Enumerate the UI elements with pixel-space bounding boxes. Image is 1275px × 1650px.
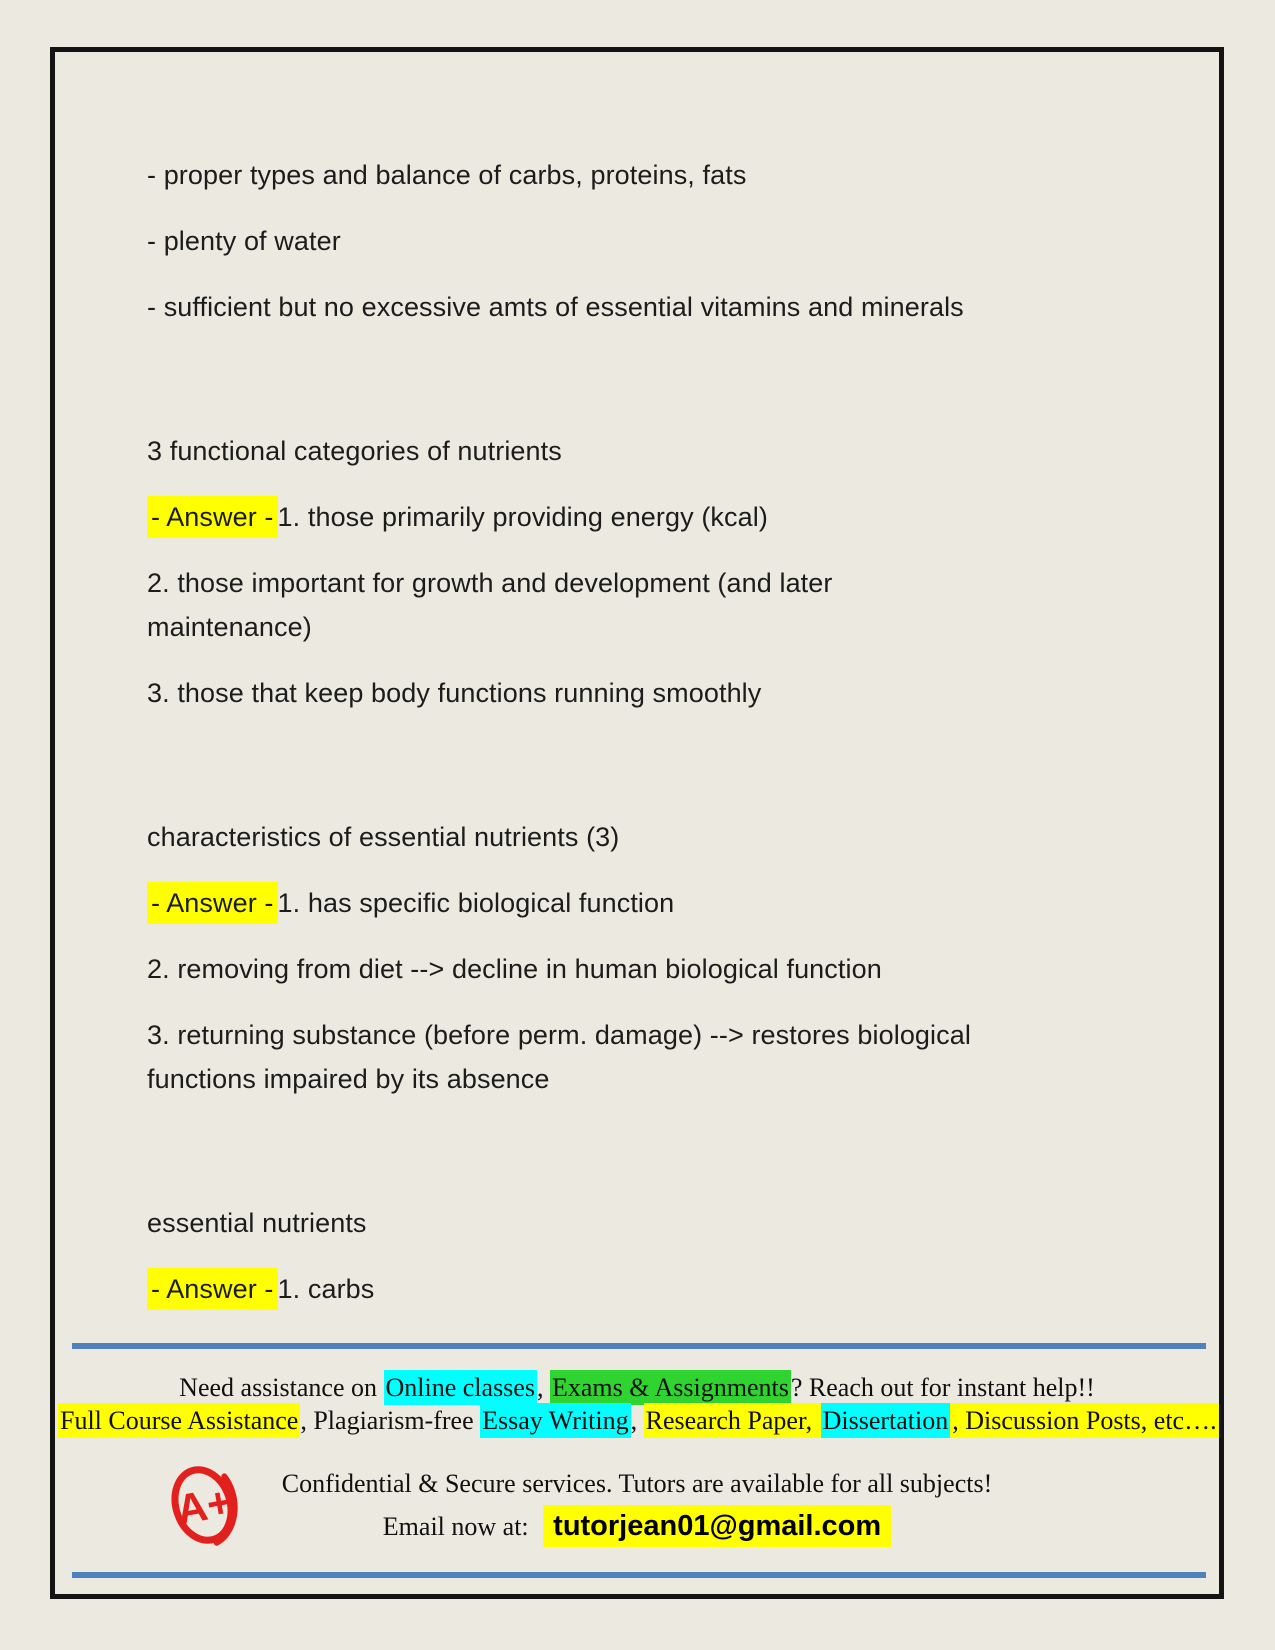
footer-line2 [58, 1404, 1216, 1437]
text-segment: , [536, 1373, 550, 1402]
text-segment: 1. has specific biological function [277, 888, 675, 918]
paragraph [147, 429, 1157, 473]
text-line [147, 153, 1157, 197]
footer-separator-top [72, 1343, 1206, 1349]
text-segment: 2. those important for growth and development (and later [147, 568, 833, 598]
email-line [58, 1506, 1216, 1547]
text-segment: Need assistance on [179, 1373, 384, 1402]
document-body [147, 153, 1157, 1311]
paragraph [147, 561, 1157, 649]
paragraph [147, 495, 1157, 539]
text-segment: , [630, 1406, 644, 1435]
text-segment: 3. returning substance (before perm. damage) --> restores biological [147, 1020, 971, 1050]
footer-line1 [58, 1371, 1216, 1404]
text-segment: 1. carbs [277, 1274, 375, 1304]
paragraph [147, 1201, 1157, 1245]
text-line [147, 605, 1157, 649]
paragraph [147, 285, 1157, 329]
text-segment: characteristics of essential nutrients (3) [147, 822, 620, 852]
highlighted-text: , Discussion Posts, etc…. [950, 1403, 1218, 1438]
footer-tagline: Confidential & Secure services. Tutors are available for all subjects! [281, 1469, 993, 1498]
a-plus-logo-text: A+ [172, 1477, 236, 1534]
answer-highlight: - Answer - [147, 882, 278, 924]
highlighted-text: Essay Writing [480, 1403, 631, 1438]
text-line [147, 1057, 1157, 1101]
text-segment: maintenance) [147, 612, 312, 642]
footer-separator-bottom [72, 1572, 1206, 1578]
highlighted-text: Exams & Assignments [550, 1370, 791, 1405]
qa-section [147, 153, 1157, 329]
text-segment: , Plagiarism-free [300, 1406, 481, 1435]
highlighted-text: Online classes [384, 1370, 537, 1405]
text-line [147, 881, 1157, 925]
text-line [147, 495, 1157, 539]
text-line [147, 671, 1157, 715]
answer-highlight: - Answer - [147, 1268, 278, 1310]
text-segment: 3. those that keep body functions running smoothly [147, 678, 762, 708]
text-segment: - sufficient but no excessive amts of essential vitamins and minerals [147, 292, 964, 322]
text-segment: 2. removing from diet --> decline in human biological function [147, 954, 882, 984]
text-segment: ? Reach out for instant help!! [790, 1373, 1095, 1402]
answer-highlight: - Answer - [147, 496, 278, 538]
text-segment: - plenty of water [147, 226, 341, 256]
paragraph [147, 219, 1157, 263]
email-label: Email now at: [382, 1512, 529, 1541]
text-line [147, 1267, 1157, 1311]
text-line [147, 1013, 1157, 1057]
text-line [147, 561, 1157, 605]
highlighted-text: Dissertation [821, 1403, 951, 1438]
text-segment: functions impaired by its absence [147, 1064, 550, 1094]
text-line [147, 1201, 1157, 1245]
paragraph [147, 153, 1157, 197]
qa-section [147, 429, 1157, 715]
text-segment: essential nutrients [147, 1208, 367, 1238]
text-segment: - proper types and balance of carbs, proteins, fats [147, 160, 747, 190]
paragraph [147, 881, 1157, 925]
text-line [147, 947, 1157, 991]
paragraph [147, 1013, 1157, 1101]
highlighted-text: Research Paper, [644, 1403, 821, 1438]
email-address: tutorjean01@gmail.com [543, 1505, 891, 1547]
highlighted-text: Full Course Assistance [58, 1403, 300, 1438]
qa-section [147, 1201, 1157, 1311]
qa-section [147, 815, 1157, 1101]
paragraph [147, 671, 1157, 715]
paragraph [147, 815, 1157, 859]
paragraph [147, 1267, 1157, 1311]
text-line [147, 815, 1157, 859]
text-line [147, 429, 1157, 473]
text-line [147, 219, 1157, 263]
text-line [147, 285, 1157, 329]
text-segment: 1. those primarily providing energy (kcal) [277, 502, 768, 532]
text-segment: 3 functional categories of nutrients [147, 436, 562, 466]
paragraph [147, 947, 1157, 991]
